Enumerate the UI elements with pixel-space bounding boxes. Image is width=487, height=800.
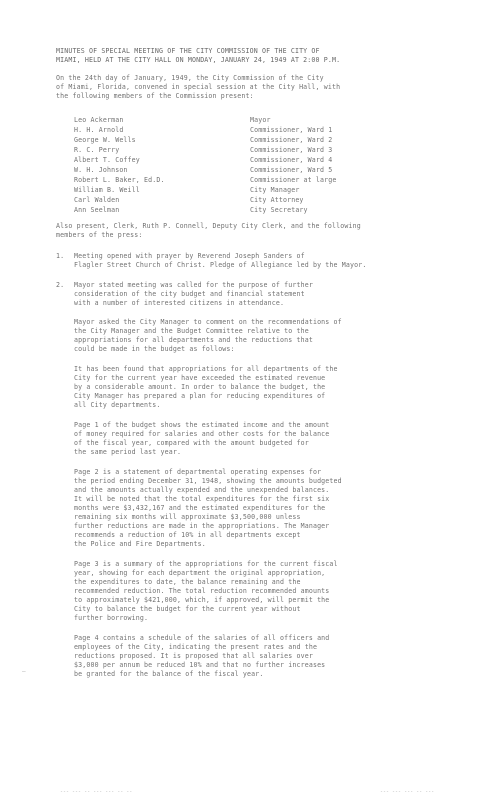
attendee-name: William B. Weill [74, 186, 140, 194]
paragraph-line: City for the current year have exceeded the estimated revenue [74, 374, 326, 382]
item-number: 2. [56, 281, 65, 289]
paragraph-line: all City departments. [74, 401, 161, 409]
paragraph-line: $3,000 per annum be reduced 10% and that no further increases [74, 661, 326, 669]
paragraph-line: of the fiscal year, compared with the amount budgeted for [74, 439, 309, 447]
heading-line-1: MINUTES OF SPECIAL MEETING OF THE CITY COMMISSION OF THE CITY OF [56, 47, 320, 55]
item-line: Mayor stated meeting was called for the purpose of further [74, 281, 313, 289]
attendee-title: City Attorney [250, 196, 304, 204]
paragraph-line: by a considerable amount. In order to balance the budget, the [74, 383, 326, 391]
intro-line-1: On the 24th day of January, 1949, the City Commission of the City [56, 74, 324, 82]
intro-line-3: the following members of the Commission present: [56, 92, 254, 100]
footer-mark-right: --- --- --- -- --- [380, 789, 435, 795]
attendee-name: Leo Ackerman [74, 116, 124, 124]
attendee-title: Mayor [250, 116, 271, 124]
item-number: 1. [56, 252, 65, 260]
attendee-name: Robert L. Baker, Ed.D. [74, 176, 165, 184]
attendee-name: H. H. Arnold [74, 126, 124, 134]
attendee-title: Commissioner, Ward 3 [250, 146, 333, 154]
attendee-name: Ann Seelman [74, 206, 120, 214]
paragraph-line: City to balance the budget for the current year without [74, 605, 301, 613]
attendee-title: Commissioner, Ward 1 [250, 126, 333, 134]
after-attendees-line-1: Also present, Clerk, Ruth P. Connell, Deputy City Clerk, and the following [56, 222, 361, 230]
paragraph-line: reductions proposed. It is proposed that all salaries over [74, 652, 313, 660]
attendee-name: Carl Walden [74, 196, 120, 204]
paragraph-line: Page 3 is a summary of the appropriations for the current fiscal [74, 560, 338, 568]
paragraph-line: the Police and Fire Departments. [74, 540, 206, 548]
paragraph-line: be granted for the balance of the fiscal year. [74, 670, 264, 678]
attendee-title: City Manager [250, 186, 300, 194]
attendee-name: Albert T. Coffey [74, 156, 140, 164]
item-line: consideration of the city budget and financial statement [74, 290, 305, 298]
paragraph-line: recommended reduction. The total reduction recommended amounts [74, 587, 330, 595]
intro-line-2: of Miami, Florida, convened in special session at the City Hall, with [56, 83, 341, 91]
paragraph-line: Page 2 is a statement of departmental operating expenses for [74, 468, 322, 476]
attendee-name: W. H. Johnson [74, 166, 128, 174]
paragraph-line: the expenditures to date, the balance remaining and the [74, 578, 301, 586]
heading-line-2: MIAMI, HELD AT THE CITY HALL ON MONDAY, JANUARY 24, 1949 AT 2:00 P.M. [56, 56, 341, 64]
paragraph-line: Page 1 of the budget shows the estimated income and the amount [74, 421, 330, 429]
paragraph-line: Page 4 contains a schedule of the salaries of all officers and [74, 634, 330, 642]
paragraph-line: further borrowing. [74, 614, 149, 622]
item-line: with a number of interested citizens in attendance. [74, 299, 285, 307]
paragraph-line: the period ending December 31, 1948, showing the amounts budgeted [74, 477, 342, 485]
paragraph-line: City Manager has prepared a plan for reducing expenditures of [74, 392, 326, 400]
footer-mark-left: --- --- -- --- --- -- -- [60, 789, 133, 795]
paragraph-line: to approximately $421,000, which, if approved, will permit the [74, 596, 330, 604]
attendee-title: Commissioner, Ward 4 [250, 156, 333, 164]
paragraph-line: It has been found that appropriations for all departments of the [74, 365, 338, 373]
paragraph-line: appropriations for all departments and the reductions that [74, 336, 313, 344]
attendee-title: City Secretary [250, 206, 308, 214]
after-attendees-line-2: members of the press: [56, 231, 143, 239]
paragraph-line: the City Manager and the Budget Committee relative to the [74, 327, 309, 335]
paragraph-line: the same period last year. [74, 448, 182, 456]
paragraph-line: of money required for salaries and other costs for the balance [74, 430, 330, 438]
attendee-name: R. C. Perry [74, 146, 120, 154]
paragraph-line: It will be noted that the total expenditures for the first six [74, 495, 330, 503]
paragraph-line: Mayor asked the City Manager to comment on the recommendations of [74, 318, 342, 326]
paragraph-line: could be made in the budget as follows: [74, 345, 235, 353]
attendee-title: Commissioner at large [250, 176, 337, 184]
item-line: Meeting opened with prayer by Reverend Joseph Sanders of [74, 252, 305, 260]
paragraph-line: further reductions are made in the appropriations. The Manager [74, 522, 330, 530]
attendee-title: Commissioner, Ward 5 [250, 166, 333, 174]
paragraph-line: recommends a reduction of 10% in all departments except [74, 531, 301, 539]
margin-mark: – [22, 668, 26, 675]
attendee-name: George W. Wells [74, 136, 136, 144]
paragraph-line: months were $3,432,167 and the estimated expenditures for the [74, 504, 326, 512]
paragraph-line: and the amounts actually expended and the unexpended balances. [74, 486, 330, 494]
paragraph-line: year, showing for each department the original appropriation, [74, 569, 326, 577]
attendee-title: Commissioner, Ward 2 [250, 136, 333, 144]
paragraph-line: remaining six months will approximate $3,500,000 unless [74, 513, 301, 521]
item-line: Flagler Street Church of Christ. Pledge of Allegiance led by the Mayor. [74, 261, 367, 269]
paragraph-line: employees of the City, indicating the present rates and the [74, 643, 318, 651]
